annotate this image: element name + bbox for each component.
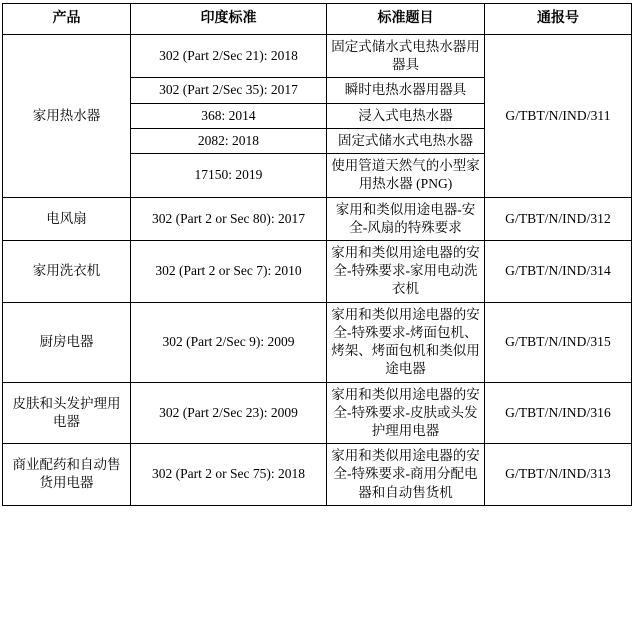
table-row bbox=[3, 35, 632, 78]
cell-title: 家用和类似用途电器的安全-特殊要求-皮肤或头发护理用电器 bbox=[327, 382, 485, 444]
table-row bbox=[3, 197, 632, 240]
table-row bbox=[3, 444, 632, 506]
cell-title: 家用和类似用途电器的安全-特殊要求-家用电动洗衣机 bbox=[327, 240, 485, 302]
table-header-row bbox=[3, 4, 632, 35]
cell-standard: 2082: 2018 bbox=[131, 128, 327, 153]
cell-standard: 302 (Part 2/Sec 21): 2018 bbox=[131, 35, 327, 78]
cell-standard: 302 (Part 2 or Sec 75): 2018 bbox=[131, 444, 327, 506]
cell-product: 皮肤和头发护理用电器 bbox=[3, 382, 131, 444]
cell-standard: 302 (Part 2/Sec 23): 2009 bbox=[131, 382, 327, 444]
cell-product: 家用热水器 bbox=[3, 35, 131, 198]
cell-product: 电风扇 bbox=[3, 197, 131, 240]
cell-title: 固定式储水式电热水器用器具 bbox=[327, 35, 485, 78]
cell-standard: 368: 2014 bbox=[131, 103, 327, 128]
table-row bbox=[3, 382, 632, 444]
cell-standard: 302 (Part 2/Sec 35): 2017 bbox=[131, 78, 327, 103]
cell-notice-number: G/TBT/N/IND/312 bbox=[485, 197, 632, 240]
column-header-standard: 印度标准 bbox=[131, 4, 327, 35]
cell-standard: 302 (Part 2 or Sec 80): 2017 bbox=[131, 197, 327, 240]
cell-standard: 17150: 2019 bbox=[131, 154, 327, 197]
cell-notice-number: G/TBT/N/IND/311 bbox=[485, 35, 632, 198]
cell-title: 瞬时电热水器用器具 bbox=[327, 78, 485, 103]
cell-notice-number: G/TBT/N/IND/315 bbox=[485, 302, 632, 382]
cell-notice-number: G/TBT/N/IND/313 bbox=[485, 444, 632, 506]
cell-title: 家用和类似用途电器的安全-特殊要求-商用分配电器和自动售货机 bbox=[327, 444, 485, 506]
table-header bbox=[3, 4, 632, 35]
cell-notice-number: G/TBT/N/IND/314 bbox=[485, 240, 632, 302]
cell-product: 商业配药和自动售货用电器 bbox=[3, 444, 131, 506]
cell-product: 家用洗衣机 bbox=[3, 240, 131, 302]
cell-title: 家用和类似用途电器的安全-特殊要求-烤面包机、烤架、烤面包机和类似用途电器 bbox=[327, 302, 485, 382]
cell-notice-number: G/TBT/N/IND/316 bbox=[485, 382, 632, 444]
table-row bbox=[3, 302, 632, 382]
table-body bbox=[3, 35, 632, 506]
cell-title: 使用管道天然气的小型家用热水器 (PNG) bbox=[327, 154, 485, 197]
cell-title: 浸入式电热水器 bbox=[327, 103, 485, 128]
cell-title: 固定式储水式电热水器 bbox=[327, 128, 485, 153]
cell-standard: 302 (Part 2/Sec 9): 2009 bbox=[131, 302, 327, 382]
column-header-notice: 通报号 bbox=[485, 4, 632, 35]
cell-title: 家用和类似用途电器-安全-风扇的特殊要求 bbox=[327, 197, 485, 240]
indian-standards-table bbox=[2, 3, 632, 506]
column-header-title: 标准题目 bbox=[327, 4, 485, 35]
table-row bbox=[3, 240, 632, 302]
cell-product: 厨房电器 bbox=[3, 302, 131, 382]
cell-standard: 302 (Part 2 or Sec 7): 2010 bbox=[131, 240, 327, 302]
column-header-product: 产品 bbox=[3, 4, 131, 35]
